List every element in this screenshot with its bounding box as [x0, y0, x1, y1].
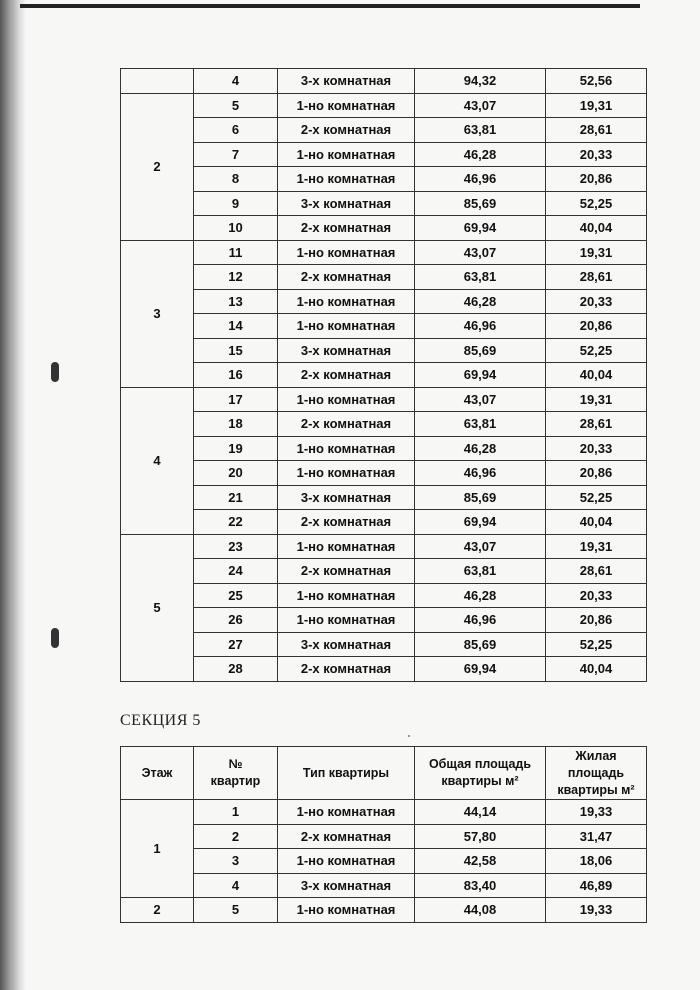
- apartment-number-cell: 8: [194, 167, 278, 192]
- header-apartment-type: Тип квартиры: [278, 747, 415, 800]
- table-row: [121, 800, 647, 825]
- apartment-type-cell: 1-но комнатная: [278, 583, 415, 608]
- apartment-type-cell: 1-но комнатная: [278, 167, 415, 192]
- living-area-cell: 28,61: [546, 412, 647, 437]
- table-row: [121, 191, 647, 216]
- living-area-cell: 31,47: [546, 824, 647, 849]
- table-header-row: [121, 747, 647, 800]
- apartment-number-cell: 5: [194, 93, 278, 118]
- living-area-cell: 20,33: [546, 142, 647, 167]
- table-row: [121, 289, 647, 314]
- punch-hole-mark: [51, 362, 59, 382]
- living-area-cell: 40,04: [546, 216, 647, 241]
- apartments-table-continued: [120, 68, 647, 682]
- apartment-type-cell: 1-но комнатная: [278, 240, 415, 265]
- living-area-cell: 20,86: [546, 461, 647, 486]
- header-total-area: Общая площадь квартиры м²: [415, 747, 546, 800]
- apartment-number-cell: 23: [194, 534, 278, 559]
- total-area-cell: 43,07: [415, 240, 546, 265]
- apartment-number-cell: 11: [194, 240, 278, 265]
- table-row: [121, 583, 647, 608]
- apartments-table-body: [121, 69, 647, 682]
- total-area-cell: 46,96: [415, 461, 546, 486]
- living-area-cell: 52,25: [546, 338, 647, 363]
- table-row: [121, 657, 647, 682]
- total-area-cell: 46,28: [415, 583, 546, 608]
- table-row: [121, 363, 647, 388]
- table-row: [121, 608, 647, 633]
- table-row: [121, 93, 647, 118]
- total-area-cell: 43,07: [415, 93, 546, 118]
- apartment-type-cell: 1-но комнатная: [278, 314, 415, 339]
- apartment-type-cell: 3-х комнатная: [278, 485, 415, 510]
- living-area-cell: 20,33: [546, 289, 647, 314]
- table-row: [121, 265, 647, 290]
- living-area-cell: 20,86: [546, 314, 647, 339]
- total-area-cell: 63,81: [415, 559, 546, 584]
- table-row: [121, 412, 647, 437]
- total-area-cell: 46,96: [415, 608, 546, 633]
- apartment-number-cell: 28: [194, 657, 278, 682]
- apartment-type-cell: 3-х комнатная: [278, 69, 415, 94]
- table-row: [121, 873, 647, 898]
- apartment-type-cell: 2-х комнатная: [278, 363, 415, 388]
- living-area-cell: 18,06: [546, 849, 647, 874]
- apartment-number-cell: 22: [194, 510, 278, 535]
- apartment-number-cell: 6: [194, 118, 278, 143]
- apartment-type-cell: 2-х комнатная: [278, 510, 415, 535]
- floor-cell: 2: [121, 898, 194, 923]
- floor-cell: [121, 69, 194, 94]
- total-area-cell: 85,69: [415, 191, 546, 216]
- apartment-number-cell: 16: [194, 363, 278, 388]
- binding-shadow: [0, 0, 26, 990]
- apartment-type-cell: 2-х комнатная: [278, 412, 415, 437]
- apartment-type-cell: 1-но комнатная: [278, 608, 415, 633]
- apartment-type-cell: 1-но комнатная: [278, 387, 415, 412]
- apartment-number-cell: 9: [194, 191, 278, 216]
- apartment-type-cell: 1-но комнатная: [278, 142, 415, 167]
- apartment-number-cell: 14: [194, 314, 278, 339]
- apartment-number-cell: 2: [194, 824, 278, 849]
- top-border-line: [20, 4, 640, 8]
- total-area-cell: 43,07: [415, 387, 546, 412]
- living-area-cell: 52,25: [546, 485, 647, 510]
- scan-speck: [408, 735, 410, 737]
- table-row: [121, 632, 647, 657]
- apartment-type-cell: 2-х комнатная: [278, 657, 415, 682]
- total-area-cell: 63,81: [415, 118, 546, 143]
- apartment-type-cell: 1-но комнатная: [278, 436, 415, 461]
- table-row: [121, 118, 647, 143]
- header-apartment-number: № квартир: [194, 747, 278, 800]
- living-area-cell: 20,86: [546, 608, 647, 633]
- apartment-number-cell: 21: [194, 485, 278, 510]
- total-area-cell: 94,32: [415, 69, 546, 94]
- table-row: [121, 142, 647, 167]
- apartment-number-cell: 7: [194, 142, 278, 167]
- living-area-cell: 20,86: [546, 167, 647, 192]
- floor-cell: 4: [121, 387, 194, 534]
- total-area-cell: 83,40: [415, 873, 546, 898]
- apartment-type-cell: 2-х комнатная: [278, 216, 415, 241]
- living-area-cell: 28,61: [546, 118, 647, 143]
- apartment-number-cell: 4: [194, 69, 278, 94]
- floor-cell: 2: [121, 93, 194, 240]
- apartment-type-cell: 1-но комнатная: [278, 93, 415, 118]
- apartment-type-cell: 3-х комнатная: [278, 632, 415, 657]
- living-area-cell: 40,04: [546, 657, 647, 682]
- table-row: [121, 485, 647, 510]
- apartment-number-cell: 19: [194, 436, 278, 461]
- living-area-cell: 40,04: [546, 363, 647, 388]
- living-area-cell: 28,61: [546, 265, 647, 290]
- table-row: [121, 216, 647, 241]
- table-row: [121, 510, 647, 535]
- total-area-cell: 85,69: [415, 632, 546, 657]
- living-area-cell: 19,33: [546, 800, 647, 825]
- table-row: [121, 338, 647, 363]
- header-living-area: Жилая площадь квартиры м²: [546, 747, 647, 800]
- header-floor: Этаж: [121, 747, 194, 800]
- apartment-number-cell: 26: [194, 608, 278, 633]
- total-area-cell: 63,81: [415, 412, 546, 437]
- table-row: [121, 387, 647, 412]
- floor-cell: 3: [121, 240, 194, 387]
- apartment-type-cell: 3-х комнатная: [278, 191, 415, 216]
- table-row: [121, 849, 647, 874]
- apartment-type-cell: 3-х комнатная: [278, 873, 415, 898]
- apartment-number-cell: 12: [194, 265, 278, 290]
- apartment-number-cell: 5: [194, 898, 278, 923]
- living-area-cell: 52,25: [546, 632, 647, 657]
- apartment-type-cell: 1-но комнатная: [278, 898, 415, 923]
- apartment-type-cell: 1-но комнатная: [278, 289, 415, 314]
- apartment-number-cell: 17: [194, 387, 278, 412]
- living-area-cell: 20,33: [546, 583, 647, 608]
- apartment-number-cell: 13: [194, 289, 278, 314]
- table-row: [121, 69, 647, 94]
- apartment-type-cell: 2-х комнатная: [278, 118, 415, 143]
- living-area-cell: 19,33: [546, 898, 647, 923]
- total-area-cell: 44,14: [415, 800, 546, 825]
- section5-apartments-table: [120, 746, 647, 923]
- total-area-cell: 69,94: [415, 363, 546, 388]
- punch-hole-mark: [51, 628, 59, 648]
- apartment-number-cell: 1: [194, 800, 278, 825]
- total-area-cell: 85,69: [415, 485, 546, 510]
- total-area-cell: 46,96: [415, 314, 546, 339]
- table-row: [121, 240, 647, 265]
- table-row: [121, 898, 647, 923]
- apartment-number-cell: 24: [194, 559, 278, 584]
- total-area-cell: 63,81: [415, 265, 546, 290]
- floor-cell: 1: [121, 800, 194, 898]
- table-row: [121, 461, 647, 486]
- table-row: [121, 167, 647, 192]
- apartment-number-cell: 20: [194, 461, 278, 486]
- apartment-number-cell: 3: [194, 849, 278, 874]
- total-area-cell: 44,08: [415, 898, 546, 923]
- apartment-number-cell: 4: [194, 873, 278, 898]
- apartment-type-cell: 1-но комнатная: [278, 849, 415, 874]
- apartment-number-cell: 15: [194, 338, 278, 363]
- total-area-cell: 46,96: [415, 167, 546, 192]
- total-area-cell: 69,94: [415, 657, 546, 682]
- total-area-cell: 57,80: [415, 824, 546, 849]
- living-area-cell: 52,25: [546, 191, 647, 216]
- apartment-number-cell: 25: [194, 583, 278, 608]
- living-area-cell: 28,61: [546, 559, 647, 584]
- total-area-cell: 42,58: [415, 849, 546, 874]
- table-row: [121, 559, 647, 584]
- apartment-type-cell: 3-х комнатная: [278, 338, 415, 363]
- total-area-cell: 69,94: [415, 216, 546, 241]
- apartment-number-cell: 18: [194, 412, 278, 437]
- apartment-type-cell: 2-х комнатная: [278, 559, 415, 584]
- apartment-number-cell: 10: [194, 216, 278, 241]
- total-area-cell: 43,07: [415, 534, 546, 559]
- total-area-cell: 85,69: [415, 338, 546, 363]
- living-area-cell: 20,33: [546, 436, 647, 461]
- living-area-cell: 52,56: [546, 69, 647, 94]
- total-area-cell: 69,94: [415, 510, 546, 535]
- floor-cell: 5: [121, 534, 194, 681]
- living-area-cell: 19,31: [546, 387, 647, 412]
- section5-table-body: [121, 800, 647, 923]
- total-area-cell: 46,28: [415, 436, 546, 461]
- table-row: [121, 534, 647, 559]
- table-row: [121, 824, 647, 849]
- apartment-type-cell: 2-х комнатная: [278, 265, 415, 290]
- apartment-type-cell: 1-но комнатная: [278, 534, 415, 559]
- total-area-cell: 46,28: [415, 289, 546, 314]
- living-area-cell: 40,04: [546, 510, 647, 535]
- apartment-type-cell: 2-х комнатная: [278, 824, 415, 849]
- total-area-cell: 46,28: [415, 142, 546, 167]
- table-row: [121, 436, 647, 461]
- living-area-cell: 19,31: [546, 93, 647, 118]
- apartment-type-cell: 1-но комнатная: [278, 461, 415, 486]
- apartment-type-cell: 1-но комнатная: [278, 800, 415, 825]
- living-area-cell: 46,89: [546, 873, 647, 898]
- table-row: [121, 314, 647, 339]
- living-area-cell: 19,31: [546, 534, 647, 559]
- living-area-cell: 19,31: [546, 240, 647, 265]
- apartment-number-cell: 27: [194, 632, 278, 657]
- section-title: СЕКЦИЯ 5: [120, 712, 201, 729]
